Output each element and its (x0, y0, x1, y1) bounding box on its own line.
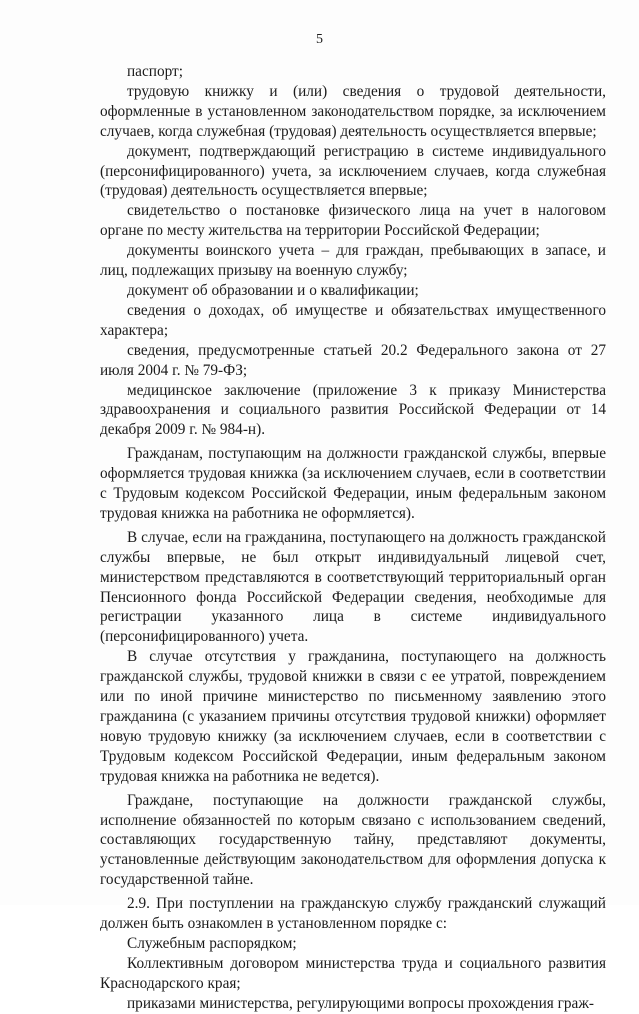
paragraph-education-document: документ об образовании и о квалификации; (127, 281, 419, 299)
paragraph-income-information: сведения о доходах, об имуществе и обязательствах имущественного характера; (100, 301, 606, 339)
document-body (100, 62, 606, 1014)
paragraph-section-2-9: 2.9. При поступлении на гражданскую службу гражданский служащий должен быть ознакомлен в установленном порядке с: (100, 895, 606, 933)
paragraph-personal-account: В случае, если на гражданина, поступающего на должность гражданской службы впервые, не был открыт индивидуальный лицевой счет, министерством представляются в соответствующий территориальный орган Пенсионного фонда Российской Федерации сведения, необходимые для регистрации указанного лица в системе индивидуального (персонифицированного) учета. (100, 528, 606, 646)
paragraph-collective-agreement: Коллективным договором министерства труда и социального развития Краснодарского края; (100, 954, 606, 992)
paragraph-registration-document: документ, подтверждающий регистрацию в системе индивидуального (персонифицированного) учета, за исключением случаев, когда служебная (трудовая) деятельность осуществляется впервые; (100, 142, 606, 200)
paragraph-tax-certificate: свидетельство о постановке физического лица на учет в налоговом органе по месту жительства на территории Российской Федерации; (100, 202, 606, 240)
paragraph-new-work-book: Гражданам, поступающим на должности гражданской службы, впервые оформляется трудовая книжка (за исключением случаев, если в соответствии с Трудовым кодексом Российской Федерации, иным федеральным законом трудовая книжка на работника не оформляется). (100, 445, 606, 522)
paragraph-state-secret-access: Граждане, поступающие на должности гражданской службы, исполнение обязанностей по которым связано с использованием сведений, составляющих государственную тайну, представляют документы, установленные действующим законодательством для оформления допуска к государственной тайне. (100, 791, 606, 889)
paragraph-ministry-orders: приказами министерства, регулирующими вопросы прохождения граж- (127, 994, 595, 1012)
paragraph-federal-law-information: сведения, предусмотренные статьей 20.2 Федерального закона от 27 июля 2004 г. № 79-ФЗ; (100, 341, 606, 379)
paragraph-military-documents: документы воинского учета – для граждан, пребывающих в запасе, и лиц, подлежащих призыву на военную службу; (100, 242, 606, 280)
paragraph-work-book: трудовую книжку и (или) сведения о трудовой деятельности, оформленные в установленном законодательством порядке, за исключением случаев, когда служебная (трудовая) деятельность осуществляется впервые; (100, 82, 606, 140)
paragraph-service-regulations: Служебным распорядком; (127, 934, 297, 952)
paragraph-medical-certificate: медицинское заключение (приложение 3 к приказу Министерства здравоохранения и социального развития Российской Федерации от 14 декабря 2009 г. № 984-н). (100, 381, 606, 439)
paragraph-missing-work-book: В случае отсутствия у гражданина, поступающего на должность гражданской службы, трудовой книжки в связи с ее утратой, повреждением или по иной причине министерство по письменному заявлению этого гражданина (с указанием причины отсутствия трудовой книжки) оформляет новую трудовую книжку (за исключением случаев, если в соответствии с Трудовым кодексом Российской Федерации, иным федеральным законом трудовая книжка на работника не ведется). (100, 648, 606, 785)
paragraph-passport: паспорт; (127, 63, 183, 80)
page-number: 5 (316, 32, 323, 47)
